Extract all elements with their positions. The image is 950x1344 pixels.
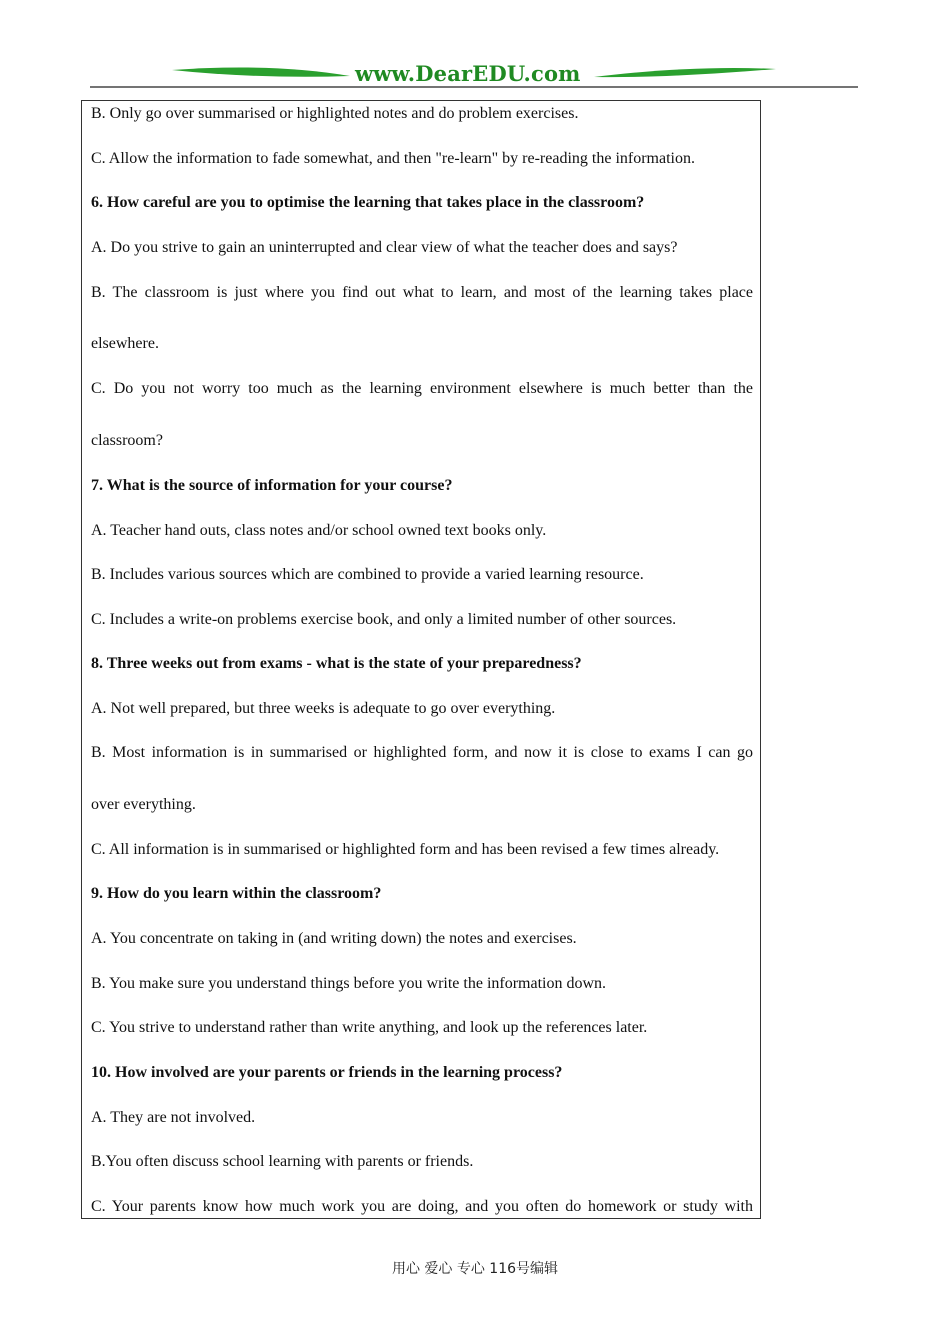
answer-option: A. Do you strive to gain an uninterrupted and clear view of what the teacher does and says? [91,239,678,256]
answer-option: C. All information is in summarised or highlighted form and has been revised a few times already. [91,841,720,858]
answer-option: C. Your parents know how much work you are doing, and you often do homework or study with [91,1198,753,1215]
question-heading: 7. What is the source of information for your course? [91,477,453,494]
page-footer: 用心 爱心 专心 116号编辑 [391,1261,559,1277]
answer-option: B. Includes various sources which are combined to provide a varied learning resource. [91,566,644,583]
answer-option: B. The classroom is just where you find out what to learn, and most of the learning takes place [91,284,753,301]
page-header [0,0,950,100]
answer-option: A. Not well prepared, but three weeks is adequate to go over everything. [91,700,556,717]
question-heading: 10. How involved are your parents or friends in the learning process? [91,1064,563,1081]
answer-option: B. Only go over summarised or highlighted notes and do problem exercises. [91,105,579,122]
answer-option: A. They are not involved. [91,1109,256,1126]
question-heading: 9. How do you learn within the classroom? [91,885,382,902]
site-logo: www.DearEDU.com [355,61,581,86]
answer-option: over everything. [91,796,196,813]
question-heading: 6. How careful are you to optimise the learning that takes place in the classroom? [91,194,645,211]
answer-option: B. Most information is in summarised or highlighted form, and now it is close to exams I can go [91,744,753,761]
question-box [81,100,761,1219]
answer-option: B.You often discuss school learning with parents or friends. [91,1153,474,1170]
answer-option: B. You make sure you understand things before you write the information down. [91,975,607,992]
answer-option: elsewhere. [91,335,159,352]
left-swoosh-icon [172,68,350,77]
answer-option: C. You strive to understand rather than write anything, and look up the references later. [91,1019,648,1036]
answer-option: C. Includes a write-on problems exercise book, and only a limited number of other sources. [91,611,677,628]
answer-option: A. Teacher hand outs, class notes and/or school owned text books only. [91,522,547,539]
right-swoosh-icon [594,68,776,77]
question-heading: 8. Three weeks out from exams - what is the state of your preparedness? [91,655,582,672]
answer-option: C. Do you not worry too much as the learning environment elsewhere is much better than the [91,380,753,397]
answer-option: classroom? [91,432,163,449]
answer-option: C. Allow the information to fade somewhat, and then "re-learn" by re-reading the information. [91,150,695,167]
answer-option: A. You concentrate on taking in (and writing down) the notes and exercises. [91,930,577,947]
